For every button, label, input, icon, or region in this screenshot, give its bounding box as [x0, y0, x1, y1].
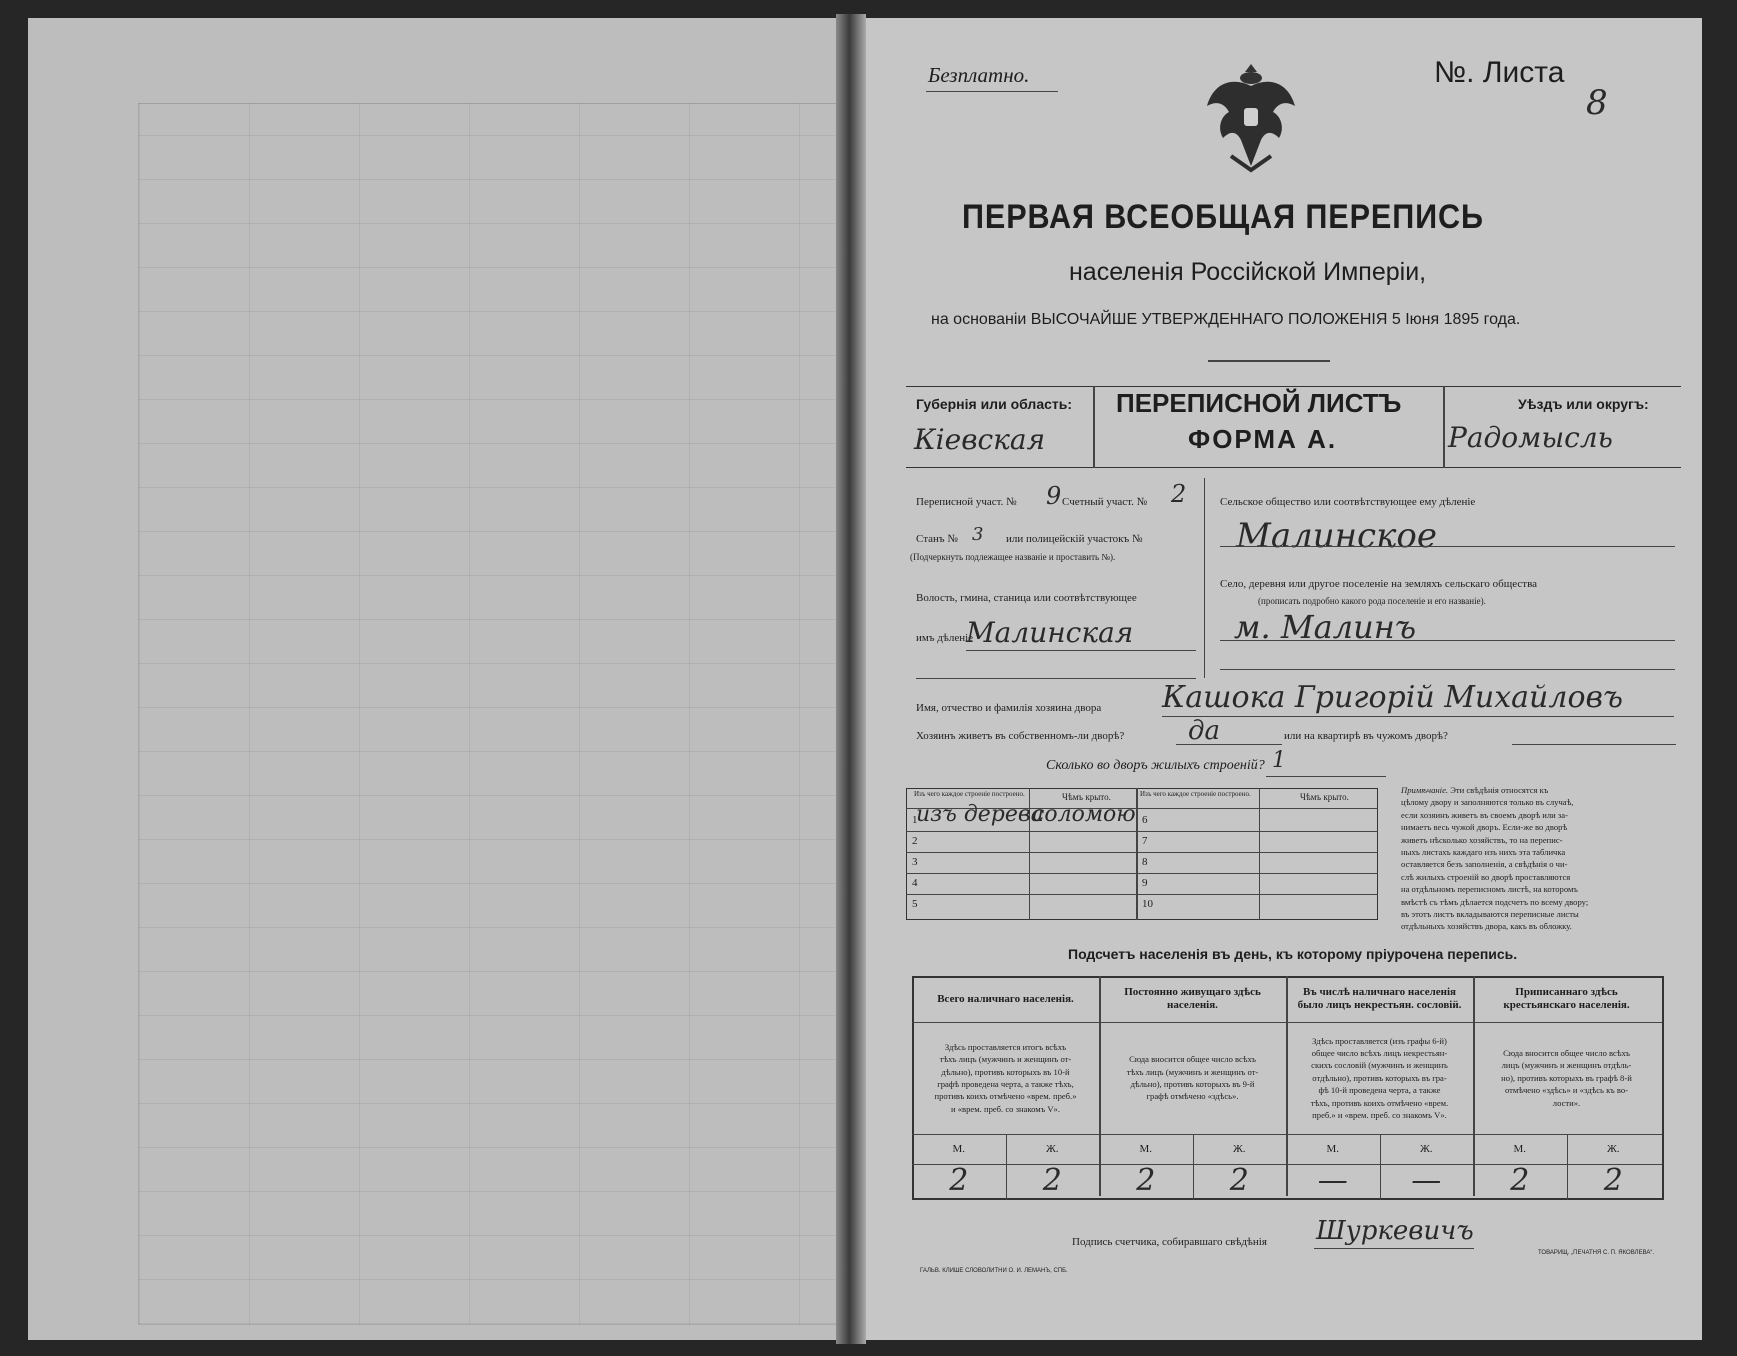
stan-label: Станъ № — [916, 533, 958, 545]
building-material: изъ дерева — [916, 802, 1044, 827]
count-sex-label: М. — [952, 1143, 966, 1155]
table-row-rule — [1136, 894, 1378, 895]
book-gutter — [836, 14, 866, 1344]
printer-left: ГАЛЬВ. КЛИШЕ СЛОВОЛИТНИ О. И. ЛЕМАНЪ, СПБ. — [920, 1268, 1068, 1274]
form-title: ПЕРЕПИСНОЙ ЛИСТЪ — [1116, 388, 1402, 418]
building-row-number: 1 — [912, 814, 918, 826]
count-col-description-line: Здѣсь проставляется (изъ графы 6-й) — [1312, 1035, 1447, 1046]
count-sex-label: Ж. — [1045, 1143, 1059, 1155]
count-col-description-line: тѣхъ лицъ (мужчинъ и женщинъ от- — [1126, 1066, 1259, 1077]
count-col-description-line: дѣльно), противъ которыхъ въ 9-й — [1130, 1079, 1255, 1089]
count-col-header: Приписаннаго здѣсь крестьянскаго населенія. — [1503, 986, 1630, 1011]
own-yard-label: Хозяинъ живетъ въ собственномъ-ли дворѣ? — [916, 730, 1125, 742]
buildings-value: 1 — [1272, 748, 1286, 773]
count-col-description-line: преб.» и «врем. преб. со знакомъ V». — [1312, 1110, 1447, 1121]
building-row-number: 10 — [1142, 898, 1153, 910]
col-roof-right: Чѣмъ крыто. — [1300, 792, 1349, 802]
uezd-label: Уѣздъ или округъ: — [1518, 396, 1649, 412]
count-sex-divider — [1567, 1134, 1568, 1200]
count-sex-label: Ж. — [1606, 1143, 1620, 1155]
count-col-description-line: отмѣчено «здѣсь» и «здѣсь къ во- — [1504, 1085, 1629, 1096]
count-col-header: Постоянно живущаго здѣсь населенія. — [1124, 986, 1261, 1011]
page-title: ПЕРВАЯ ВСЕОБЩАЯ ПЕРЕПИСЬ — [962, 198, 1484, 236]
count-col-description-line: и «врем. преб. со знакомъ V». — [951, 1103, 1060, 1114]
signature-value: Шуркевичъ — [1316, 1216, 1474, 1246]
underline-note: (Подчеркнуть подлежащее названіе и проставить №). — [910, 552, 1116, 562]
count-value: 2 — [1510, 1162, 1530, 1198]
count-col-description-line: дѣльно), противъ которыхъ въ 10-й — [941, 1066, 1070, 1077]
building-row-number: 4 — [912, 877, 918, 889]
police-label: или полицейскій участокъ № — [1006, 533, 1143, 545]
count-section-title: Подсчетъ населенія въ день, къ которому пріурочена перепись. — [1068, 946, 1518, 962]
count-value: 2 — [1229, 1162, 1249, 1198]
count-sex-label: М. — [1139, 1143, 1153, 1155]
building-row-number: 2 — [912, 835, 918, 847]
ornament-divider — [1208, 360, 1330, 362]
count-col-description-line: но), противъ которыхъ въ графѣ 8-й — [1501, 1072, 1632, 1083]
title-subline: населенія Россійской Имперіи, — [1069, 258, 1427, 286]
building-row-number: 5 — [912, 898, 918, 910]
count-col-description-line: Сюда вносится общее число всѣхъ — [1503, 1047, 1630, 1058]
count-col-description-line: общее число всѣхъ лицъ некрестьян- — [1311, 1047, 1448, 1058]
note-line: живетъ нѣсколько хозяйствъ, то на перепис- — [1401, 834, 1563, 845]
note-line: нимаетъ весь чужой дворъ. Если-же во дворѣ — [1401, 822, 1568, 833]
count-district-value: 2 — [1171, 480, 1187, 508]
building-row-number: 9 — [1142, 877, 1148, 889]
table-row-rule — [1136, 873, 1378, 874]
note-line: Эти свѣдѣнія относятся къ — [1450, 785, 1549, 795]
count-value: 2 — [1603, 1162, 1623, 1198]
printer-right: ТОВАРИЩ. „ПЕЧАТНЯ С. П. ЯКОВЛЕВА“. — [1538, 1250, 1655, 1256]
count-col-description-line: графѣ отмѣчено «здѣсь». — [1146, 1091, 1239, 1102]
note-line: въ этотъ листъ вкладываются переписные листы — [1401, 909, 1579, 920]
title-basis: на основаніи ВЫСОЧАЙШЕ УТВЕРЖДЕННАГО ПОЛОЖЕНІЯ 5 Іюня 1895 года. — [931, 311, 1521, 328]
col-material-left: Изъ чего каждое строеніе построено. — [914, 790, 1025, 798]
table-row-rule — [906, 852, 1138, 853]
count-value: — — [1411, 1162, 1442, 1198]
count-row-rule — [912, 1022, 1662, 1023]
sheet-label: №. Листа — [1434, 56, 1565, 89]
count-value: 2 — [1136, 1162, 1156, 1198]
rent-label: или на квартирѣ въ чужомъ дворѣ? — [1284, 730, 1448, 742]
count-col-description-line: лицъ (мужчинъ и женщинъ отдѣль- — [1501, 1060, 1632, 1071]
stan-value: 3 — [972, 524, 984, 545]
village-label: Село, деревня или другое поселеніе на земляхъ сельскаго общества — [1220, 578, 1538, 590]
count-col-description — [1473, 1022, 1660, 1134]
building-row-number: 8 — [1142, 856, 1148, 868]
table-row-rule — [906, 831, 1138, 832]
count-col-description-line: лости». — [1552, 1097, 1581, 1108]
gubernia-label: Губернія или область: — [916, 396, 1073, 412]
note-line: ныхъ листахъ каждаго изъ нихъ эта табличка — [1401, 847, 1566, 858]
count-value: — — [1317, 1162, 1348, 1198]
table-row-rule — [1136, 852, 1378, 853]
count-col-description-line: Здѣсь проставляется итогъ всѣхъ — [944, 1041, 1067, 1052]
count-col-description-line: отдѣльно), противъ которыхъ въ гра- — [1312, 1072, 1447, 1083]
note-line: если хозяинъ живетъ въ своемъ дворѣ или за- — [1401, 809, 1568, 820]
note-line: цѣлому двору и заполняются только въ случаѣ, — [1401, 797, 1574, 808]
count-value: 2 — [1042, 1162, 1062, 1198]
rural-society-label: Сельское общество или соотвѣтствующее ему дѣленіе — [1220, 496, 1476, 508]
village-value: м. Малинъ — [1234, 608, 1417, 646]
count-col-description-line: графѣ проведена черта, а также тѣхъ, — [937, 1079, 1074, 1089]
note-line: отдѣльныхъ хозяйствъ двора, какъ въ обложку. — [1401, 921, 1572, 932]
count-col-description — [1286, 1022, 1473, 1134]
building-row-number: 7 — [1142, 835, 1148, 847]
uezd-value: Радомысль — [1448, 421, 1613, 454]
gubernia-value: Кіевская — [914, 423, 1046, 456]
census-district-value: 9 — [1046, 482, 1062, 510]
count-sex-label: Ж. — [1419, 1143, 1433, 1155]
signature-label: Подпись счетчика, собиравшаго свѣдѣнія — [1072, 1236, 1267, 1248]
rural-society-value: Малинское — [1236, 516, 1437, 556]
count-col-description — [1099, 1022, 1286, 1134]
count-sex-label: Ж. — [1232, 1143, 1246, 1155]
table-row-rule — [906, 894, 1138, 895]
count-col-description-line: фѣ 10-й проведена черта, а также — [1318, 1085, 1441, 1096]
free-label: Безплатно. — [928, 63, 1030, 87]
count-sex-label: М. — [1326, 1143, 1340, 1155]
count-value: 2 — [949, 1162, 969, 1198]
col-roof-left: Чѣмъ крыто. — [1062, 792, 1111, 802]
note-text — [1401, 784, 1588, 933]
sheet-number: 8 — [1586, 83, 1608, 123]
count-col-description-line: скихъ сословій (мужчинъ и женщинъ — [1311, 1060, 1448, 1071]
form-subtitle: ФОРМА А. — [1188, 424, 1338, 454]
count-col-header: Всего наличнаго населенія. — [937, 992, 1074, 1005]
count-sex-divider — [1380, 1134, 1381, 1200]
census-form-page — [866, 18, 1702, 1340]
count-col-description-line: тѣхъ лицъ (мужчинъ и женщинъ от- — [939, 1054, 1072, 1065]
village-note: (прописать подробно какого рода поселеніе и его названіе). — [1258, 596, 1486, 606]
count-sex-divider — [1006, 1134, 1007, 1200]
own-yard-value: да — [1188, 716, 1220, 746]
count-sex-divider — [1193, 1134, 1194, 1200]
note-line: слѣ жилыхъ строеній во дворѣ проставляются — [1401, 871, 1571, 882]
double-headed-eagle-icon — [1201, 56, 1301, 176]
count-col-description-line: Сюда вносится общее число всѣхъ — [1129, 1054, 1256, 1065]
note-lines — [1401, 785, 1588, 931]
census-district-label: Переписной участ. № — [916, 496, 1017, 508]
volost-value: Малинская — [966, 616, 1134, 649]
building-roof: соломою — [1032, 802, 1136, 827]
count-col-description-line: противъ коихъ отмѣчено «врем. преб.» — [934, 1091, 1077, 1102]
volost-label-1: Волость, гмина, станица или соотвѣтствующее — [916, 592, 1137, 604]
table-row-rule — [1136, 831, 1378, 832]
building-row-number: 6 — [1142, 814, 1148, 826]
note-line: на отдѣльномъ переписномъ листѣ, на которомъ — [1401, 884, 1578, 895]
left-page-bleed-through — [138, 103, 840, 1325]
col-material-right: Изъ чего каждое строеніе построено. — [1140, 790, 1251, 798]
buildings-label: Сколько во дворъ жилыхъ строеній? — [1046, 758, 1265, 773]
building-row-number: 3 — [912, 856, 918, 868]
count-row-rule — [912, 1164, 1662, 1165]
count-col-header: Въ числѣ наличнаго населенія было лицъ некрестьян. сословій. — [1297, 986, 1462, 1011]
left-page — [28, 18, 858, 1340]
count-sex-label: М. — [1513, 1143, 1527, 1155]
owner-label: Имя, отчество и фамилія хозяина двора — [916, 702, 1102, 714]
table-row-rule — [906, 873, 1138, 874]
count-col-description-line: тѣхъ, противъ коихъ отмѣчено «врем. — [1310, 1097, 1449, 1108]
volost-label-2: имъ дѣленіе — [916, 632, 974, 644]
count-row-rule — [912, 1134, 1662, 1135]
note-line: вмѣстѣ съ тѣмъ дѣлается подсчетъ по всему двору; — [1401, 896, 1589, 907]
count-district-label: Счетный участ. № — [1062, 496, 1148, 508]
count-col-description — [912, 1022, 1099, 1134]
owner-value: Кашока Григорій Михайловъ — [1162, 680, 1623, 715]
note-line: оставляется безъ заполненія, а свѣдѣнія о чи- — [1401, 859, 1568, 870]
note-lead: Примѣчаніе. — [1401, 785, 1449, 795]
